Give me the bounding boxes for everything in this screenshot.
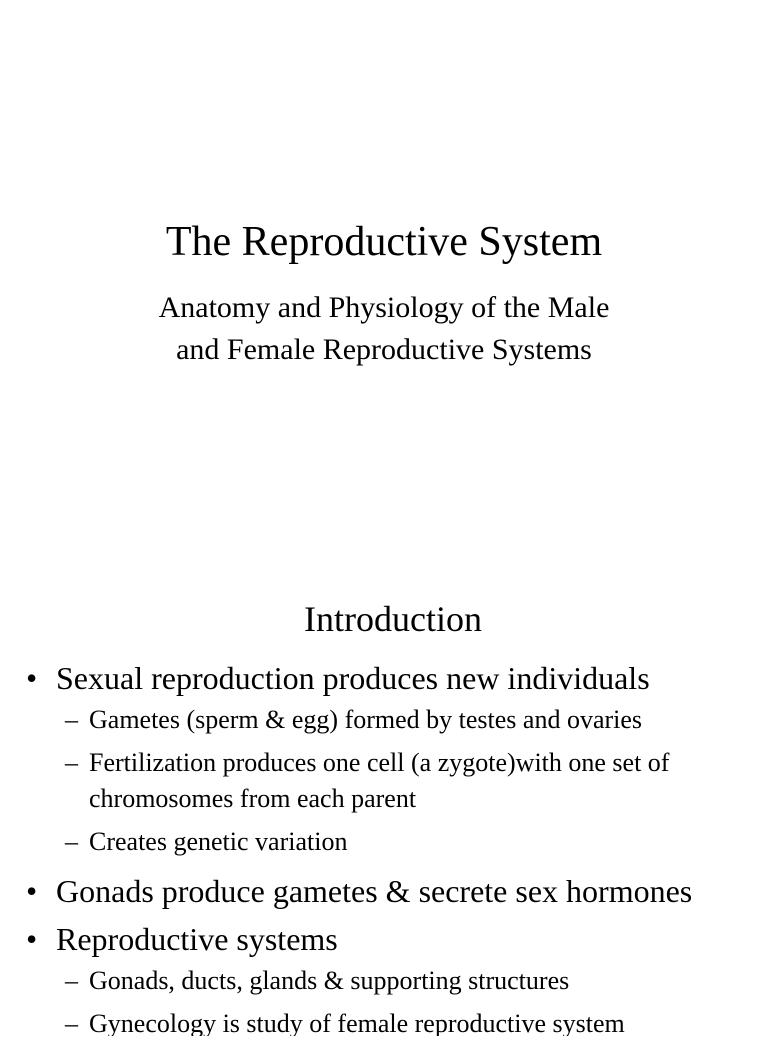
sub-bullet-text: Gametes (sperm & egg) formed by testes and ovaries — [89, 705, 643, 734]
bullet-list — [0, 654, 768, 1043]
slide-subtitle — [0, 287, 768, 371]
sub-bullet-item — [0, 702, 768, 738]
sub-bullet-text-line-2: chromosomes from each parent — [89, 784, 417, 813]
sub-bullet-marker: – — [65, 1009, 78, 1036]
subtitle-line-1: Anatomy and Physiology of the Male — [158, 291, 610, 324]
sub-bullet-text: Creates genetic variation — [89, 827, 348, 856]
bullet-item — [0, 915, 768, 963]
sub-bullet-marker: – — [65, 705, 78, 734]
bullet-marker: • — [26, 873, 38, 909]
sub-bullet-text: Gynecology is study of female reproductive system — [89, 1009, 625, 1036]
sub-bullet-text-line-1: Fertilization produces one cell (a zygote)with one set of — [89, 748, 670, 777]
subtitle-line-2: and Female Reproductive Systems — [176, 333, 592, 366]
sub-bullet-item — [0, 824, 768, 860]
bullet-text: Reproductive systems — [56, 921, 338, 957]
sub-bullet-marker: – — [65, 827, 78, 856]
sub-bullet-marker: – — [65, 748, 78, 777]
bullet-item — [0, 867, 768, 915]
sub-bullet-text: Gonads, ducts, glands & supporting structures — [89, 966, 570, 995]
bullet-marker: • — [26, 921, 38, 957]
sub-bullet-item-cut-off — [0, 1006, 768, 1036]
bullet-text: Sexual reproduction produces new individuals — [56, 660, 650, 696]
sub-bullet-item — [0, 963, 768, 999]
sub-bullet-marker: – — [65, 966, 78, 995]
slide-title: The Reproductive System — [165, 219, 603, 265]
bullet-text: Gonads produce gametes & secrete sex hormones — [56, 873, 693, 909]
bullet-item — [0, 654, 768, 702]
sub-bullet-item — [0, 745, 768, 817]
bullet-marker: • — [26, 660, 38, 696]
introduction-slide — [0, 560, 768, 1036]
slide-heading: Introduction — [304, 599, 482, 639]
